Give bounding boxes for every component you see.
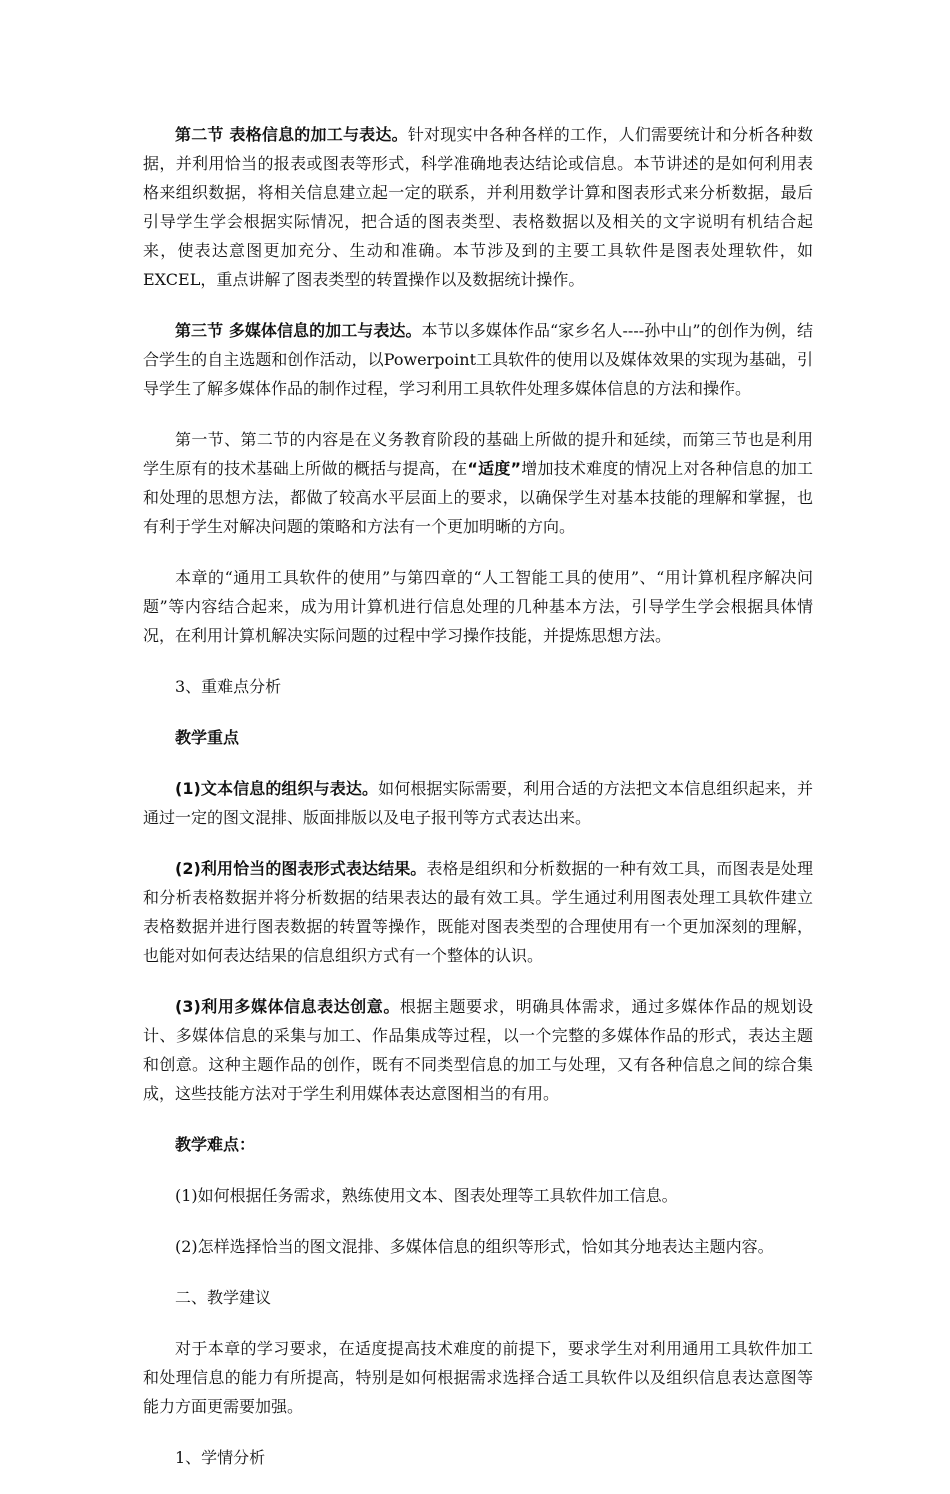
paragraph-lead: 第二节 表格信息的加工与表达。	[175, 125, 408, 144]
paragraph-text: 对于本章的学习要求，在适度提高技术难度的前提下，要求学生对利用通用工具软件加工和处理信息的能力有所提高，特别是如何根据需求选择合适工具软件以及组织信息表达意图等能力方面更需要加强。	[143, 1339, 813, 1416]
paragraph-lead: (1)文本信息的组织与表达。	[175, 779, 379, 798]
heading-text: 教学重点	[175, 728, 240, 747]
paragraph-suggestions	[143, 1334, 813, 1421]
paragraph-difficulty-two	[143, 1232, 813, 1261]
paragraph-focus-two	[143, 854, 813, 970]
paragraph-text: 本节以多媒体作品“家乡名人----孙中山”的创作为例，结合学生的自主选题和创作活动，以Powerpoint工具软件的使用以及媒体效果的实现为基础，引导学生了解多媒体作品的制作过程，学习利用工具软件处理多媒体信息的方法和操作。	[143, 321, 813, 398]
paragraph-text: 如何根据实际需要，利用合适的方法把文本信息组织起来，并通过一定的图文混排、版面排版以及电子报刊等方式表达出来。	[143, 779, 813, 827]
paragraph-text: 第一节、第二节的内容是在义务教育阶段的基础上所做的提升和延续，而第三节也是利用学生原有的技术基础上所做的概括与提高，在	[143, 430, 813, 478]
paragraph-sections-summary	[143, 425, 813, 541]
heading-text: 二、教学建议	[175, 1288, 272, 1307]
paragraph-text: 根据主题要求，明确具体需求，通过多媒体作品的规划设计、多媒体信息的采集与加工、作品集成等过程，以一个完整的多媒体作品的形式，表达主题和创意。这种主题作品的创作，既有不同类型信息的加工与处理，又有各种信息之间的综合集成，这些技能方法对于学生利用媒体表达意图相当的有用。	[143, 997, 813, 1103]
heading-teaching-suggestions	[143, 1283, 813, 1312]
heading-text: 教学难点：	[175, 1135, 256, 1154]
paragraph-text: 表格是组织和分析数据的一种有效工具，而图表是处理和分析表格数据并将分析数据的结果表达的最有效工具。学生通过利用图表处理工具软件建立表格数据并进行图表数据的转置等操作，既能对图表类型的合理使用有一个更加深刻的理解，也能对如何表达结果的信息组织方式有一个整体的认识。	[143, 859, 813, 965]
paragraph-text: 针对现实中各种各样的工作，人们需要统计和分析各种数据，并利用恰当的报表或图表等形式，科学准确地表达结论或信息。本节讲述的是如何利用表格来组织数据，将相关信息建立起一定的联系，并利用数学计算和图表形式来分析数据，最后引导学生学会根据实际情况，把合适的图表类型、表格数据以及相关的文字说明有机结合起来，使表达意图更加充分、生动和准确。本节涉及到的主要工具软件是图表处理软件，如EXCEL，重点讲解了图表类型的转置操作以及数据统计操作。	[143, 125, 813, 289]
paragraph-difficulty-one	[143, 1181, 813, 1210]
paragraph-lead: 第三节 多媒体信息的加工与表达。	[175, 321, 422, 340]
emphasis-text: “适度”	[467, 459, 522, 478]
paragraph-focus-one	[143, 774, 813, 832]
heading-teaching-focus	[143, 723, 813, 752]
paragraph-focus-three	[143, 992, 813, 1108]
paragraph-text: 增加技术难度的情况上对各种信息的加工和处理的思想方法，都做了较高水平层面上的要求，以确保学生对基本技能的理解和掌握，也有利于学生对解决问题的策略和方法有一个更加明晰的方向。	[143, 459, 813, 536]
heading-student-analysis	[143, 1443, 813, 1472]
paragraph-text: 本章的“通用工具软件的使用”与第四章的“人工智能工具的使用”、“用计算机程序解决问题”等内容结合起来，成为用计算机进行信息处理的几种基本方法，引导学生学会根据具体情况，在利用计算机解决实际问题的过程中学习操作技能，并提炼思想方法。	[143, 568, 813, 645]
heading-text: 1、学情分析	[175, 1448, 266, 1467]
paragraph-text: (2)怎样选择恰当的图文混排、多媒体信息的组织等形式，恰如其分地表达主题内容。	[175, 1237, 774, 1256]
heading-key-points-analysis	[143, 672, 813, 701]
heading-text: 3、重难点分析	[175, 677, 282, 696]
paragraph-section-two	[143, 120, 813, 294]
document-page	[143, 120, 813, 1494]
paragraph-lead: (3)利用多媒体信息表达创意。	[175, 997, 400, 1016]
paragraph-text: (1)如何根据任务需求，熟练使用文本、图表处理等工具软件加工信息。	[175, 1186, 678, 1205]
paragraph-chapter-relation	[143, 563, 813, 650]
paragraph-section-three	[143, 316, 813, 403]
heading-teaching-difficulties	[143, 1130, 813, 1159]
paragraph-lead: (2)利用恰当的图表形式表达结果。	[175, 859, 427, 878]
